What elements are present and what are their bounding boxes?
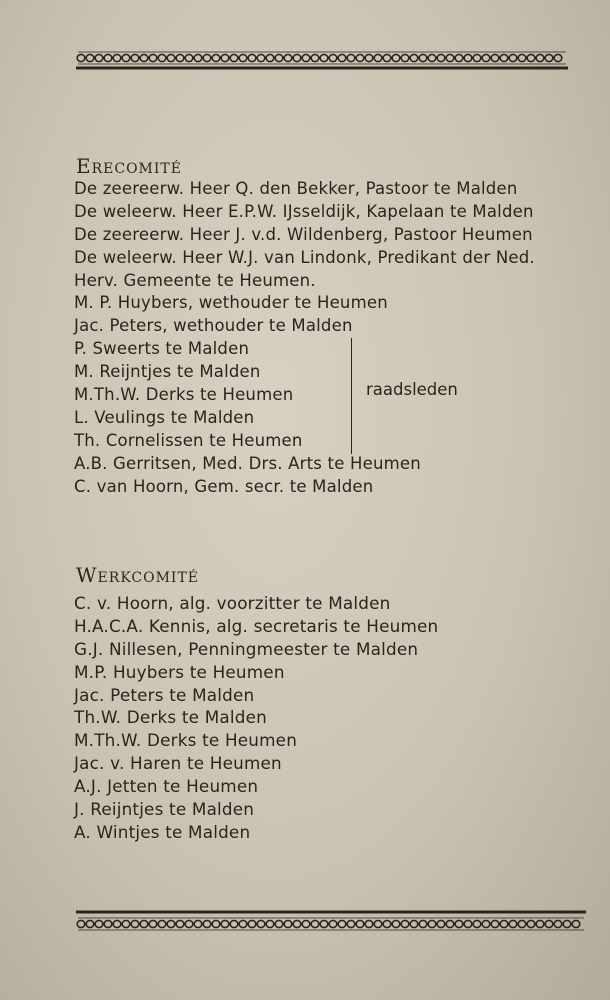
list-item: G.J. Nillesen, Penningmeester te Malden (74, 638, 419, 659)
list-item: De zeereerw. Heer J. v.d. Wildenberg, Pastoor Heumen (74, 224, 533, 244)
list-item: M.Th.W. Derks te Heumen (74, 385, 294, 405)
werkcomite-list (74, 592, 438, 844)
bottom-ornamental-border (76, 908, 586, 936)
list-item: De weleerw. Heer W.J. van Lindonk, Predikant der Ned. (74, 247, 535, 267)
list-item: P. Sweerts te Malden (74, 339, 250, 359)
list-item: Jac. Peters te Malden (74, 684, 255, 705)
list-item: L. Veulings te Malden (74, 407, 255, 427)
list-item: Th.W. Derks te Malden (74, 707, 267, 728)
top-ornamental-border (76, 46, 568, 74)
list-item: De zeereerw. Heer Q. den Bekker, Pastoor te Malden (74, 179, 518, 198)
list-item: Th. Cornelissen te Heumen (74, 430, 303, 450)
list-item: M. Reijntjes te Malden (74, 362, 261, 382)
list-item: H.A.C.A. Kennis, alg. secretaris te Heumen (74, 615, 439, 636)
list-item: Jac. v. Haren te Heumen (74, 753, 282, 774)
list-item: De weleerw. Heer E.P.W. IJsseldijk, Kapelaan te Malden (74, 201, 534, 221)
list-item: A.B. Gerritsen, Med. Drs. Arts te Heumen (74, 453, 421, 473)
list-item: Herv. Gemeente te Heumen. (74, 270, 316, 290)
erecomite-heading: Erecomité (76, 153, 182, 178)
list-item: M.P. Huybers te Heumen (74, 661, 285, 682)
list-item: C. v. Hoorn, alg. voorzitter te Malden (74, 593, 391, 613)
raadsleden-label: raadsleden (366, 380, 458, 399)
list-item: A.J. Jetten te Heumen (74, 776, 259, 797)
list-item: M. P. Huybers, wethouder te Heumen (74, 293, 388, 313)
raadsleden-bracket (351, 338, 356, 454)
list-item: Jac. Peters, wethouder te Malden (74, 316, 353, 336)
erecomite-list (74, 178, 535, 498)
werkcomite-heading: Werkcomité (76, 562, 200, 587)
list-item: C. van Hoorn, Gem. secr. te Malden (74, 476, 374, 496)
list-item: M.Th.W. Derks te Heumen (74, 730, 298, 751)
list-item: J. Reijntjes te Malden (74, 799, 255, 820)
list-item: A. Wintjes te Malden (74, 821, 251, 842)
